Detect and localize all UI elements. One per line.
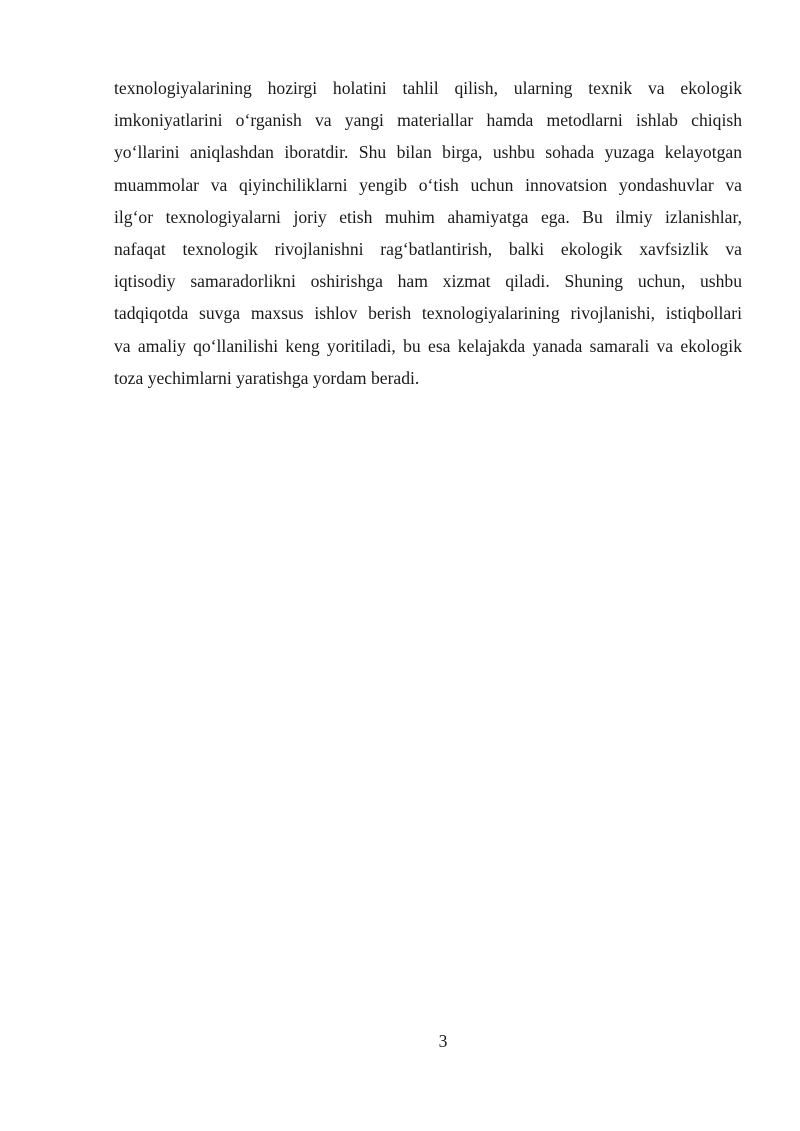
- body-paragraph: [114, 72, 742, 394]
- paragraph-line: nafaqat texnologik rivojlanishni rag‘batlantirish, balki ekologik xavfsizlik va: [114, 239, 742, 260]
- page-number: 3: [438, 1031, 448, 1051]
- paragraph-line: tadqiqotda suvga maxsus ishlov berish texnologiyalarining rivojlanishi, istiqbollari: [114, 303, 742, 324]
- paragraph-line-last: toza yechimlarni yaratishga yordam beradi.: [114, 367, 420, 388]
- paragraph-line: imkoniyatlarini o‘rganish va yangi materiallar hamda metodlarni ishlab chiqish: [114, 110, 742, 131]
- paragraph-line: yo‘llarini aniqlashdan iboratdir. Shu bilan birga, ushbu sohada yuzaga kelayotgan: [114, 142, 742, 163]
- paragraph-line: iqtisodiy samaradorlikni oshirishga ham xizmat qiladi. Shuning uchun, ushbu: [114, 271, 742, 292]
- paragraph-line: ilg‘or texnologiyalarni joriy etish muhim ahamiyatga ega. Bu ilmiy izlanishlar,: [114, 206, 742, 227]
- paragraph-line: va amaliy qo‘llanilishi keng yoritiladi, bu esa kelajakda yanada samarali va ekologik: [114, 335, 742, 356]
- paragraph-line: texnologiyalarining hozirgi holatini tahlil qilish, ularning texnik va ekologik: [114, 78, 742, 98]
- paragraph-line: muammolar va qiyinchiliklarni yengib o‘tish uchun innovatsion yondashuvlar va: [114, 174, 742, 195]
